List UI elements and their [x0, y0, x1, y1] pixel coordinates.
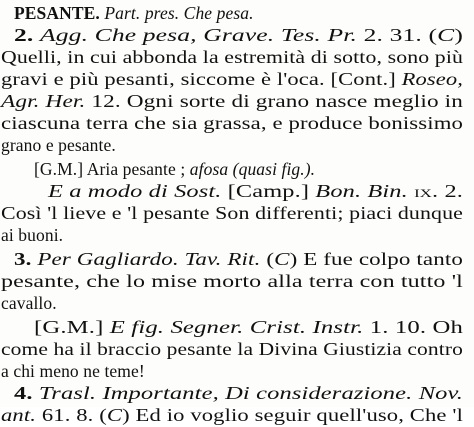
entry-text-segment: Bon. Bin. [315, 181, 408, 201]
entry-line [14, 248, 463, 271]
entry-text-segment: 3. [14, 249, 38, 269]
entry-text-segment: 4. [14, 383, 39, 403]
entry-text-segment: 2. [14, 25, 40, 45]
entry-text-segment: ant. [1, 405, 37, 425]
entry-line [14, 382, 463, 405]
entry-text-segment: C [437, 25, 455, 45]
entry-text-segment: Quelli, in cui abbonda la estremità di sotto, sono più [1, 47, 464, 67]
entry-line [14, 24, 463, 47]
entry-line [1, 404, 463, 427]
entry-text-segment: gravi e più pesanti, siccome è l'oca. [Cont.] [1, 69, 402, 89]
entry-line [1, 68, 463, 91]
entry-line [34, 158, 315, 181]
entry-line [1, 202, 463, 225]
entry-line [1, 112, 463, 135]
entry-text-segment: [G.M.] [34, 317, 110, 337]
entry-text-segment: Così 'l lieve e 'l pesante Son differenti; piaci dunque [1, 203, 464, 223]
entry-text-segment: E fig. Segner. Crist. Instr. [109, 317, 364, 337]
entry-text-segment: Trasl. Importante, Di considerazione. Nov. [38, 383, 463, 403]
entry-text-segment: C [274, 249, 290, 269]
entry-line [34, 316, 463, 339]
entry-text-segment: a chi meno ne teme! [1, 361, 145, 381]
entry-text-segment: cavallo. [1, 293, 57, 313]
entry-text-segment: ) [454, 25, 463, 45]
entry-text-segment: PESANTE. [14, 3, 100, 23]
entry-text-segment: Part. pres. Che pesa. [104, 3, 254, 23]
entry-text-segment: Per Gagliardo. Tav. Rit. [37, 249, 261, 269]
entry-text-segment: E a modo di Sost. [48, 181, 222, 201]
entry-text-segment: 12. Ogni sorte di grano nasce meglio in [85, 91, 463, 111]
entry-line [14, 2, 254, 25]
entry-line [1, 338, 463, 361]
entry-text-segment: grano e pesante. [1, 135, 116, 155]
entry-text-segment: Agg. Che pesa, Grave. Tes. Pr. [39, 25, 358, 45]
entry-line [1, 90, 463, 113]
entry-text-segment: [Camp.] [221, 181, 316, 201]
entry-line [1, 270, 463, 293]
entry-text-segment: ) Ed io voglio seguir quell'uso, Che 'l [122, 405, 463, 425]
entry-text-segment: [G.M.] Aria pesante ; [34, 159, 190, 179]
entry-text-segment: ix [414, 181, 433, 201]
entry-text-segment: . 2. [432, 181, 463, 201]
entry-text-segment: afosa (quasi fig.). [189, 159, 316, 179]
entry-text-segment: 2. 31. ( [357, 25, 438, 45]
entry-text-segment: come ha il braccio pesante la Divina Giustizia contro [1, 339, 464, 359]
entry-text-segment: C [106, 405, 123, 425]
entry-line [1, 134, 116, 157]
entry-text-segment: pesante, che lo mise morto alla terra con tutto 'l [1, 271, 463, 291]
entry-text-segment: Agr. Her. [1, 91, 86, 111]
entry-text-segment: ( [260, 249, 275, 269]
entry-line [1, 224, 63, 247]
entry-text-segment: 61. 8. ( [36, 405, 107, 425]
entry-text-segment: ai buoni. [1, 225, 64, 245]
entry-text-segment: 1. 10. Oh [363, 317, 463, 337]
entry-line [1, 292, 57, 315]
entry-line [48, 180, 463, 203]
entry-line [1, 46, 463, 69]
entry-text-segment: ) E fue colpo tanto [289, 249, 463, 269]
entry-line [1, 360, 145, 383]
entry-text-segment: ciascuna terra che sia grassa, e produce bonissimo [1, 113, 463, 133]
entry-text-segment: Roseo, [401, 69, 464, 89]
